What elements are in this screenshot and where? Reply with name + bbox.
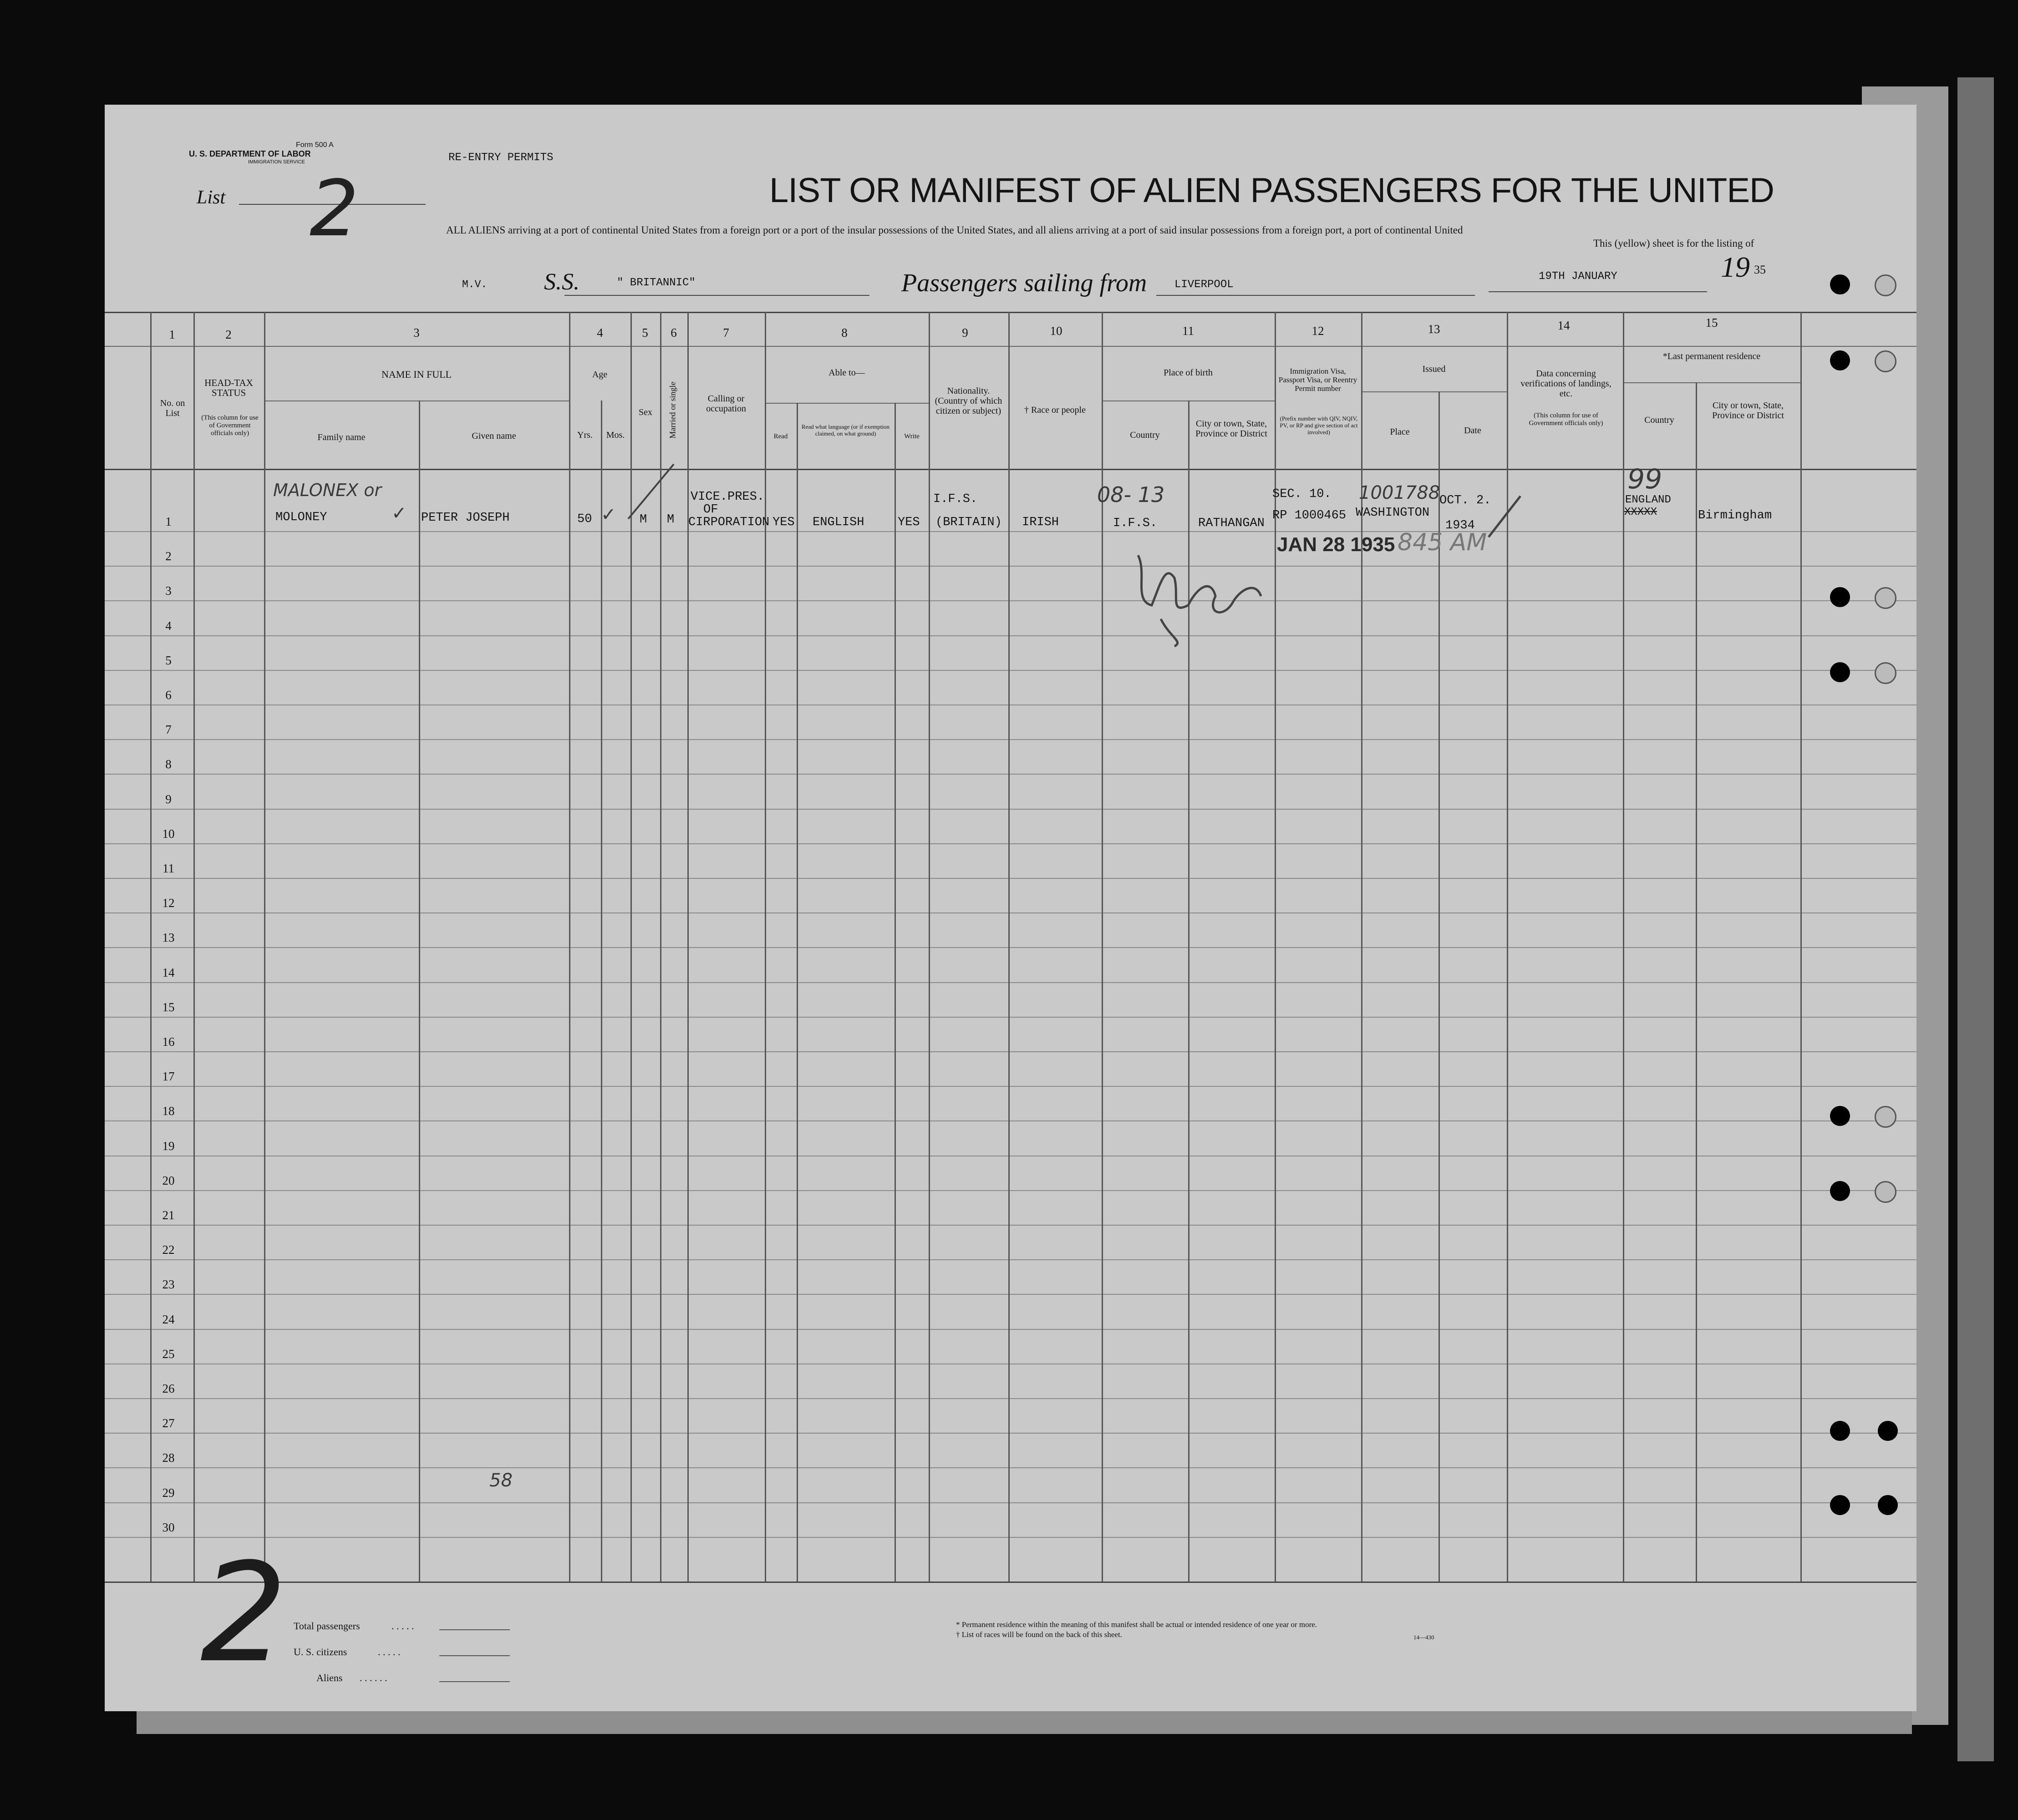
read-language: ENGLISH — [813, 516, 864, 529]
punch-hole — [1878, 1421, 1898, 1441]
col-rule — [797, 403, 798, 1582]
column-number: 9 — [962, 326, 968, 340]
row-rule — [105, 1051, 1916, 1052]
age-check-mark: ✓ — [601, 504, 616, 525]
row-rule — [105, 809, 1916, 810]
issued-date-line-1: OCT. 2. — [1439, 494, 1491, 507]
header-res-city: City or town, State, Province or District — [1712, 401, 1784, 421]
write: YES — [898, 516, 920, 529]
row-rule — [105, 531, 1916, 532]
header-data-concerning: Data concerning verifications of landings, etc. — [1520, 369, 1611, 399]
col-rule — [687, 312, 689, 1582]
row-number: 15 — [162, 1000, 175, 1014]
visa-line-2: RP 1000465 — [1272, 509, 1347, 522]
department-label: U. S. DEPARTMENT OF LABOR — [189, 149, 311, 158]
header-married-single: Married or single — [668, 381, 677, 439]
nationality-line-2: (BRITAIN) — [935, 516, 1002, 529]
row-rule — [105, 1467, 1916, 1468]
res-country: ENGLAND — [1625, 494, 1671, 506]
page-title: LIST OR MANIFEST OF ALIEN PASSENGERS FOR THE UNITED — [769, 171, 1774, 210]
header-head-tax-note: (This column for use of Government officials only) — [201, 414, 259, 437]
dots: . . . . . . — [360, 1672, 387, 1683]
table-top-rule — [105, 312, 1916, 313]
res-country-struck: XXXXX — [1624, 506, 1657, 518]
issued-date-line-2: 1934 — [1445, 519, 1475, 532]
punch-hole — [1830, 350, 1850, 370]
punch-hole — [1830, 587, 1850, 607]
col-rule — [264, 312, 265, 1582]
header-birth-country: Country — [1130, 430, 1160, 440]
row-rule — [105, 1433, 1916, 1434]
handwritten-total: 2 — [200, 1534, 287, 1693]
header-age: Age — [592, 370, 608, 380]
column-number: 13 — [1428, 322, 1440, 336]
footnote-1: * Permanent residence within the meaning of this manifest shall be actual or intended residence of one year or more. — [956, 1620, 1317, 1629]
row-rule — [105, 947, 1916, 948]
aliens-label: Aliens — [316, 1672, 343, 1683]
issued-place: WASHINGTON — [1356, 506, 1430, 520]
row-rule — [105, 774, 1916, 775]
row-rule — [105, 982, 1916, 983]
reentry-permits-label: RE-ENTRY PERMITS — [448, 152, 554, 164]
row-number: 30 — [162, 1520, 175, 1534]
header-issued-place: Place — [1390, 427, 1410, 437]
column-number: 4 — [597, 326, 603, 340]
us-citizens-line — [439, 1655, 510, 1656]
col-rule — [1275, 312, 1276, 1582]
punch-hole-ring — [1875, 1181, 1896, 1203]
punch-hole — [1878, 1495, 1898, 1515]
row-number: 12 — [162, 896, 175, 910]
list-label: List — [197, 187, 226, 208]
table-bottom-rule — [105, 1582, 1916, 1583]
age-yrs: 50 — [577, 512, 592, 526]
family-name: MOLONEY — [275, 511, 327, 524]
res-city: Birmingham — [1698, 509, 1772, 522]
row-number: 2 — [165, 549, 172, 563]
row-rule — [105, 1225, 1916, 1226]
sex-slash-mark — [624, 460, 678, 523]
inspector-signature — [1120, 537, 1279, 655]
sailing-label: Passengers sailing from — [901, 269, 1147, 297]
header-data-note: (This column for use of Government officials only) — [1529, 412, 1603, 427]
residence-subheader-rule — [1623, 382, 1800, 383]
row-number: 22 — [162, 1243, 175, 1257]
given-name: PETER JOSEPH — [421, 511, 510, 525]
header-family-name: Family name — [317, 432, 366, 442]
header-name-in-full: NAME IN FULL — [381, 369, 452, 380]
punch-hole — [1830, 1495, 1850, 1515]
col-rule — [419, 401, 420, 1582]
row-number: 5 — [165, 653, 172, 667]
nationality-line-1: I.F.S. — [933, 492, 978, 506]
row-rule — [105, 635, 1916, 636]
sailing-date: 19TH JANUARY — [1539, 270, 1617, 283]
row-rule — [105, 1190, 1916, 1191]
date-underline — [1489, 291, 1707, 292]
column-number: 12 — [1311, 324, 1324, 338]
header-place-of-birth: Place of birth — [1164, 368, 1213, 378]
punch-hole — [1830, 662, 1850, 682]
service-label: IMMIGRATION SERVICE — [248, 159, 305, 165]
sex: M — [640, 513, 647, 527]
list-number-handwritten: 2 — [310, 164, 359, 254]
col-rule — [193, 312, 195, 1582]
birth-city: RATHANGAN — [1198, 517, 1265, 530]
row-number: 29 — [162, 1485, 175, 1500]
row-number: 21 — [162, 1208, 175, 1222]
column-number: 3 — [413, 326, 420, 340]
row-number: 7 — [165, 723, 172, 737]
column-number: 7 — [723, 326, 729, 340]
row-number: 3 — [165, 584, 172, 598]
row-rule — [105, 1398, 1916, 1399]
column-number: 11 — [1182, 324, 1194, 338]
header-no-on-list: No. on List — [160, 398, 185, 418]
punch-hole — [1830, 1106, 1850, 1126]
punch-hole-ring — [1875, 662, 1896, 684]
row-number: 13 — [162, 931, 175, 945]
header-race: † Race or people — [1024, 405, 1086, 415]
header-yrs: Yrs. — [577, 430, 593, 440]
residence-annotation: 99 — [1627, 463, 1662, 495]
header-visa: Immigration Visa, Passport Visa, or Reentry Permit number — [1278, 367, 1357, 393]
row-rule — [105, 1017, 1916, 1018]
film-edge-strip — [1957, 77, 1994, 1761]
row-number: 10 — [162, 826, 175, 841]
row-number: 19 — [162, 1139, 175, 1153]
birth-country-annotation: 08- 13 — [1097, 482, 1165, 507]
row-number: 9 — [165, 792, 172, 806]
visa-line-1: SEC. 10. — [1272, 487, 1332, 501]
occupation-line-1: VICE.PRES. — [691, 490, 765, 504]
vessel-underline — [564, 295, 869, 296]
arrival-stamp: JAN 28 1935 — [1277, 533, 1395, 556]
row-rule — [105, 843, 1916, 844]
col-rule — [929, 312, 930, 1582]
header-sex: Sex — [639, 407, 652, 417]
punch-hole — [1830, 1421, 1850, 1441]
year-suffix: 35 — [1754, 263, 1766, 276]
column-number-rule — [105, 346, 1916, 347]
able-to-rule — [765, 403, 929, 404]
occupation-line-2: OF — [703, 503, 718, 517]
punch-hole-ring — [1875, 350, 1896, 372]
punch-hole-ring — [1875, 274, 1896, 296]
footnote-2: † List of races will be found on the back of this sheet. — [956, 1630, 1122, 1639]
family-name-annotation: MALONEX or — [273, 480, 382, 500]
column-number: 1 — [169, 328, 175, 341]
subtitle-line-2: This (yellow) sheet is for the listing of — [1593, 238, 1754, 249]
arrival-stamp-time: 845 AM — [1398, 529, 1487, 556]
form-number: Form 500 A — [296, 141, 334, 149]
col-rule — [1800, 312, 1802, 1582]
date-slash-mark — [1484, 492, 1525, 542]
subtitle-line-1: ALL ALIENS arriving at a port of continental United States from a foreign port or a port of the insular possessions of the United States, and all aliens arriving at a port of said insular possessions from a foreign port, a port of continental United — [446, 224, 1463, 236]
col-rule — [765, 312, 766, 1582]
column-number: 15 — [1705, 316, 1718, 330]
row-rule — [105, 1259, 1916, 1260]
header-last-residence: *Last permanent residence — [1662, 351, 1761, 361]
issued-annotation: 1001788 — [1359, 482, 1440, 503]
row-number: 27 — [162, 1416, 175, 1430]
column-number: 10 — [1050, 324, 1062, 338]
race: IRISH — [1022, 516, 1059, 529]
row-number: 23 — [162, 1278, 175, 1292]
header-read-language: Read what language (or if exemption claimed, on what ground) — [801, 423, 890, 437]
row-rule — [105, 1086, 1916, 1087]
check-mark: ✓ — [391, 503, 407, 524]
issued-subheader-rule — [1361, 391, 1507, 392]
col-rule — [895, 403, 896, 1582]
dots: . . . . . — [391, 1620, 414, 1632]
total-passengers-line — [439, 1629, 510, 1630]
row-number: 25 — [162, 1347, 175, 1361]
row-rule — [105, 1120, 1916, 1121]
row-number: 8 — [165, 757, 172, 771]
header-mos: Mos. — [606, 430, 625, 440]
header-nationality: Nationality. (Country of which citizen or subject) — [935, 386, 1002, 416]
aliens-line — [439, 1681, 510, 1682]
col-rule — [569, 312, 570, 1582]
row-rule — [105, 600, 1916, 601]
married-single: M — [667, 513, 675, 527]
row-rule — [105, 1294, 1916, 1295]
punch-hole — [1830, 274, 1850, 294]
birth-country: I.F.S. — [1113, 517, 1158, 530]
row-rule — [105, 878, 1916, 879]
row-number: 24 — [162, 1312, 175, 1326]
occupation-line-3: CIRPORATION — [688, 516, 770, 529]
port-underline — [1156, 295, 1475, 296]
row-number: 14 — [162, 965, 175, 979]
header-write: Write — [904, 433, 920, 440]
year-prefix: 19 — [1721, 251, 1750, 283]
column-number: 8 — [841, 326, 848, 340]
row-number: 17 — [162, 1070, 175, 1084]
read: YES — [773, 516, 795, 529]
vessel-ss: S.S. — [544, 269, 579, 295]
total-passengers-label: Total passengers — [294, 1620, 360, 1632]
header-head-tax: HEAD-TAX STATUS — [204, 377, 253, 398]
header-read: Read — [773, 433, 788, 440]
column-number: 2 — [225, 328, 232, 341]
punch-hole — [1830, 1181, 1850, 1201]
col-rule — [1008, 312, 1010, 1582]
row-rule — [105, 670, 1916, 671]
column-number: 5 — [642, 326, 648, 340]
row-number: 6 — [165, 688, 172, 702]
punch-hole-ring — [1875, 1106, 1896, 1128]
row-rule — [105, 1537, 1916, 1538]
column-number: 6 — [671, 326, 677, 340]
row-number: 18 — [162, 1104, 175, 1118]
punch-hole-ring — [1875, 587, 1896, 609]
row-rule — [105, 739, 1916, 740]
dots: . . . . . — [378, 1646, 401, 1658]
header-calling: Calling or occupation — [706, 394, 746, 414]
header-issued-date: Date — [1464, 426, 1481, 436]
header-birth-city: City or town, State, Province or District — [1195, 419, 1267, 439]
col-rule — [1696, 382, 1697, 1582]
row-rule — [105, 566, 1916, 567]
sailing-port: LIVERPOOL — [1174, 279, 1234, 291]
col-rule — [150, 312, 152, 1582]
row-number: 20 — [162, 1173, 175, 1187]
row-rule — [105, 1329, 1916, 1330]
vessel-name: " BRITANNIC" — [617, 277, 696, 289]
us-citizens-label: U. S. citizens — [294, 1646, 347, 1658]
row-number: 28 — [162, 1451, 175, 1465]
row-number: 11 — [163, 862, 174, 875]
row-rule — [105, 1502, 1916, 1503]
row-number: 1 — [165, 515, 172, 528]
form-code: 14—430 — [1413, 1634, 1434, 1641]
vessel-prefix: M.V. — [462, 279, 488, 290]
row-number: 16 — [162, 1035, 175, 1049]
col-rule — [601, 401, 602, 1582]
header-given-name: Given name — [472, 431, 516, 441]
column-number: 14 — [1557, 319, 1570, 332]
header-visa-note: (Prefix number with QIV, NQIV, PV, or RP and give section of act involved) — [1280, 415, 1358, 436]
col-rule — [1439, 391, 1440, 1582]
header-issued: Issued — [1422, 364, 1446, 374]
header-able-to: Able to— — [829, 368, 865, 378]
row-number: 4 — [165, 618, 172, 633]
page-annotation: 58 — [489, 1470, 513, 1491]
header-res-country: Country — [1644, 415, 1674, 425]
col-rule — [1623, 312, 1624, 1582]
row-number: 26 — [162, 1382, 175, 1395]
